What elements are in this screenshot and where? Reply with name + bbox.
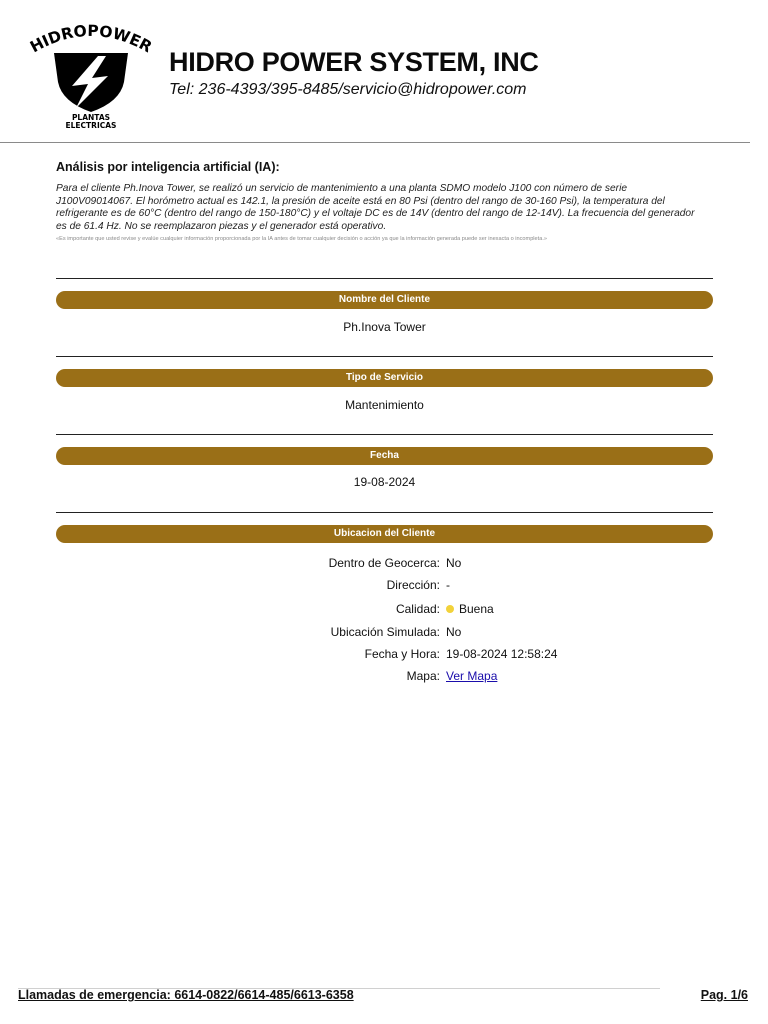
hidropower-logo <box>24 20 158 132</box>
service-type-header: Tipo de Servicio <box>56 369 713 387</box>
simulated-location-value: No <box>446 625 462 639</box>
section-divider <box>56 278 713 279</box>
address-row <box>56 578 713 600</box>
quality-row <box>56 602 713 627</box>
section-divider <box>56 512 713 513</box>
emergency-phones: Llamadas de emergencia: 6614-0822/6614-485/6613-6358 <box>18 988 354 1002</box>
service-type-value: Mantenimiento <box>345 398 424 412</box>
company-contact: Tel: 236-4393/395-8485/servicio@hidropower.com <box>169 81 527 98</box>
company-name: HIDRO POWER SYSTEM, INC <box>169 47 539 77</box>
quality-value-wrap <box>446 602 494 616</box>
quality-dot-icon <box>446 605 454 613</box>
quality-label: Calidad: <box>395 602 440 616</box>
ai-analysis-section <box>56 160 706 242</box>
location-details <box>56 556 713 691</box>
geofence-value: No <box>446 556 462 570</box>
datetime-value: 19-08-2024 12:58:24 <box>446 647 558 661</box>
page-number: Pag. 1/6 <box>700 988 748 1002</box>
ai-analysis-title: Análisis por inteligencia artificial (IA): <box>56 160 280 174</box>
section-divider <box>56 434 713 435</box>
datetime-row <box>56 647 713 669</box>
datetime-label: Fecha y Hora: <box>364 647 440 661</box>
map-label: Mapa: <box>406 669 440 683</box>
logo-subtitle-1: PLANTAS <box>71 113 111 122</box>
ai-disclaimer: «Es importante que usted revise y evalúe cualquier información proporcionada por la IA antes de tomar cualquier decisión o acción ya que la información generada puede ser inexacta o incompleta.» <box>56 236 547 243</box>
address-value: - <box>446 578 450 592</box>
ai-analysis-body: Para el cliente Ph.Inova Tower, se realizó un servicio de mantenimiento a una planta SDMO modelo J100 con número de serie J100V09014067. El horómetro actual es 142.1, la presión de aceite está en 80 Psi (dentro del rango de 30-160 Psi), la temperatura del refrigerante es de 60°C (dentro del rango de 150-180°C) y el voltaje DC es de 14V (dentro del rango de 12-14V). La frecuencia del generador es de 61.4 Hz. No se reemplazaron piezas y el generador está operativo. <box>56 183 695 232</box>
simulated-location-row <box>56 625 713 647</box>
client-name-header: Nombre del Cliente <box>56 291 713 309</box>
map-row <box>56 669 713 691</box>
view-map-link[interactable]: Ver Mapa <box>446 669 498 683</box>
client-name-value: Ph.Inova Tower <box>343 320 426 334</box>
quality-value: Buena <box>459 602 494 616</box>
section-divider <box>56 356 713 357</box>
geofence-label: Dentro de Geocerca: <box>328 556 440 570</box>
date-value: 19-08-2024 <box>353 475 416 489</box>
logo-arc-text: HIDROPOWER <box>27 21 155 57</box>
location-header: Ubicacion del Cliente <box>56 525 713 543</box>
geofence-row <box>56 556 713 578</box>
logo-subtitle-2: ELECTRICAS <box>65 121 117 130</box>
page-header <box>0 0 768 142</box>
map-value-wrap <box>446 669 497 683</box>
simulated-location-label: Ubicación Simulada: <box>330 625 440 639</box>
header-divider <box>0 142 750 143</box>
address-label: Dirección: <box>386 578 440 592</box>
date-header: Fecha <box>56 447 713 465</box>
